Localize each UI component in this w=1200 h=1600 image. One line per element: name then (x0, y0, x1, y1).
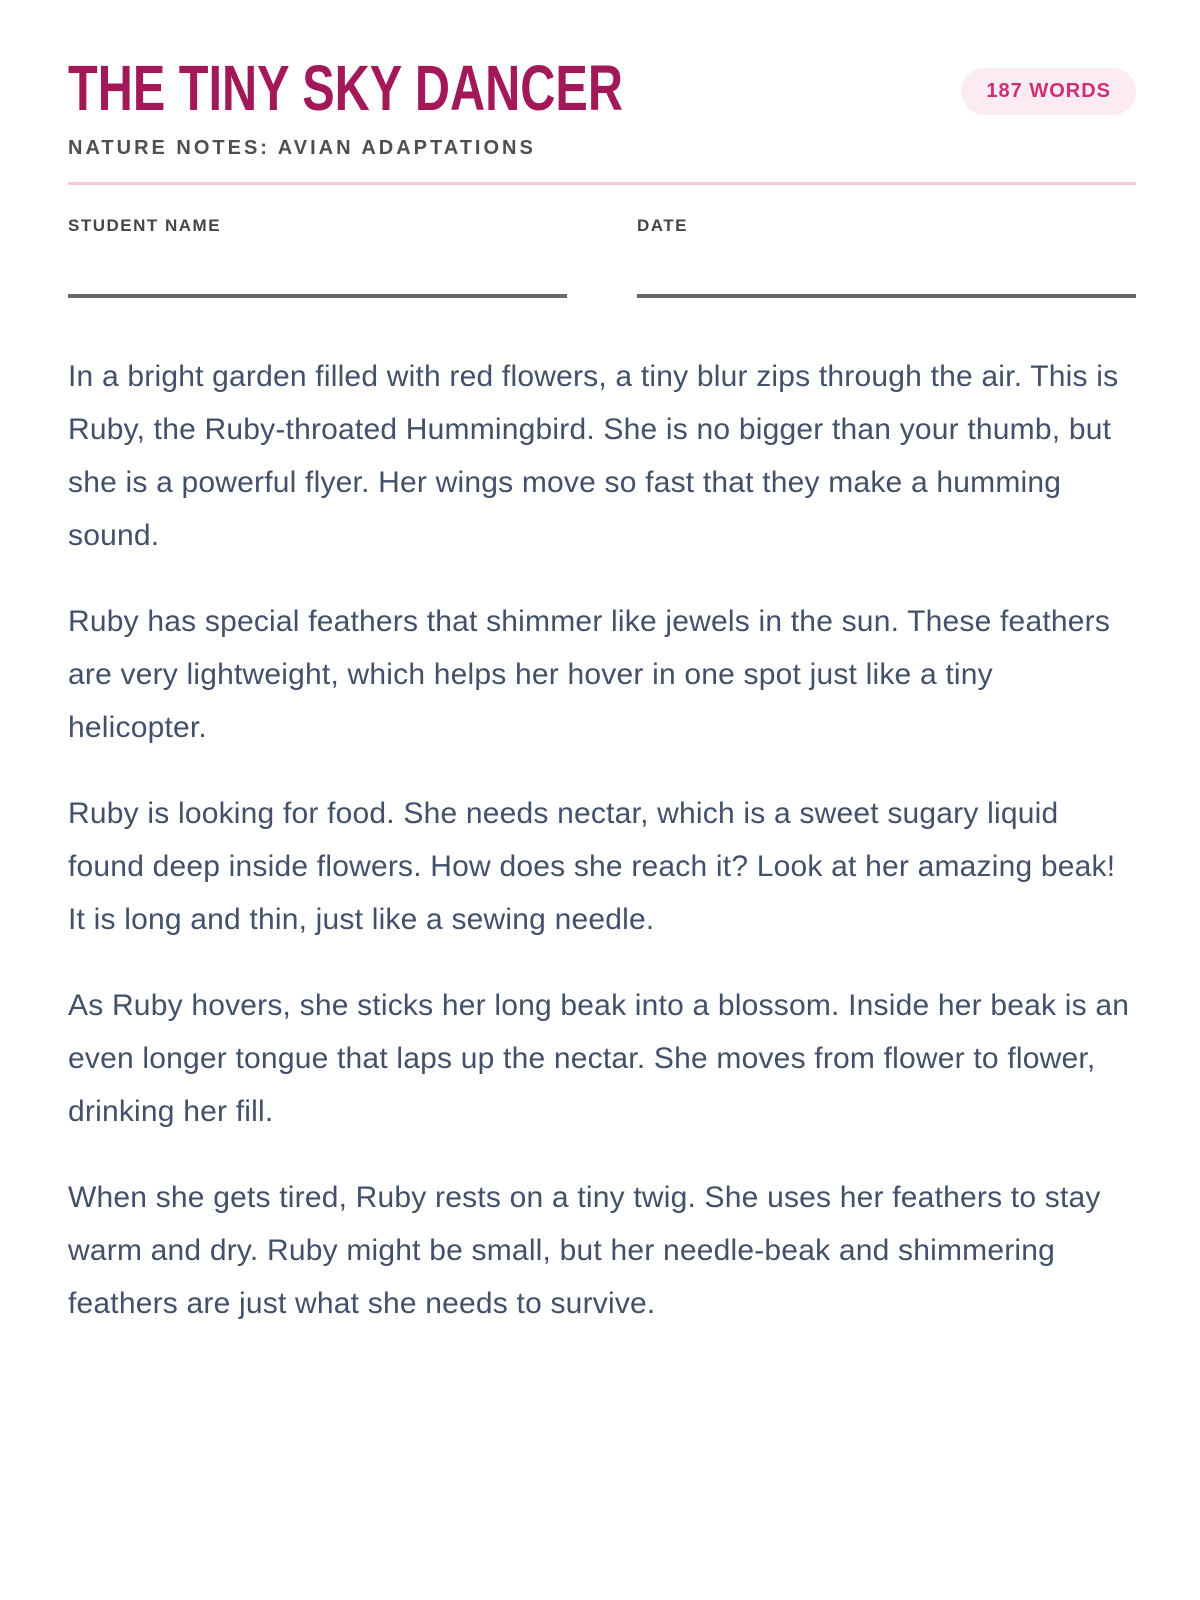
student-info-section (68, 216, 1136, 298)
student-name-label: STUDENT NAME (68, 216, 222, 235)
date-blank-line (637, 236, 1136, 298)
student-name-field (68, 216, 567, 298)
title-block (68, 52, 798, 160)
passage (68, 350, 1136, 1330)
passage-paragraph: In a bright garden filled with red flowers, a tiny blur zips through the air. This is Ruby, the Ruby-throated Hummingbird. She is no bigger than your thumb, but she is a powerful flyer. Her wings move so fast that they make a humming sound. (68, 360, 1119, 552)
passage-paragraph: As Ruby hovers, she sticks her long beak into a blossom. Inside her beak is an even longer tongue that laps up the nectar. She moves from flower to flower, drinking her fill. (68, 989, 1130, 1128)
passage-paragraph: When she gets tired, Ruby rests on a tiny twig. She uses her feathers to stay warm and dry. Ruby might be small, but her needle-beak and shimmering feathers are just what she needs to survive. (68, 1181, 1101, 1320)
page-subtitle: NATURE NOTES: AVIAN ADAPTATIONS (68, 137, 536, 159)
header (68, 52, 1136, 160)
passage-paragraph: Ruby is looking for food. She needs nectar, which is a sweet sugary liquid found deep inside flowers. How does she reach it? Look at her amazing beak! It is long and thin, just like a sewing needle. (68, 797, 1116, 936)
header-divider (68, 182, 1136, 185)
student-name-blank-line (68, 236, 567, 298)
page-title-text: THE TINY SKY DANCER (68, 52, 623, 124)
word-count-badge: 187 WORDS (961, 68, 1136, 115)
date-label: DATE (637, 216, 689, 235)
page-title (68, 52, 798, 124)
date-field (637, 216, 1136, 298)
passage-paragraph: Ruby has special feathers that shimmer like jewels in the sun. These feathers are very lightweight, which helps her hover in one spot just like a tiny helicopter. (68, 605, 1111, 744)
